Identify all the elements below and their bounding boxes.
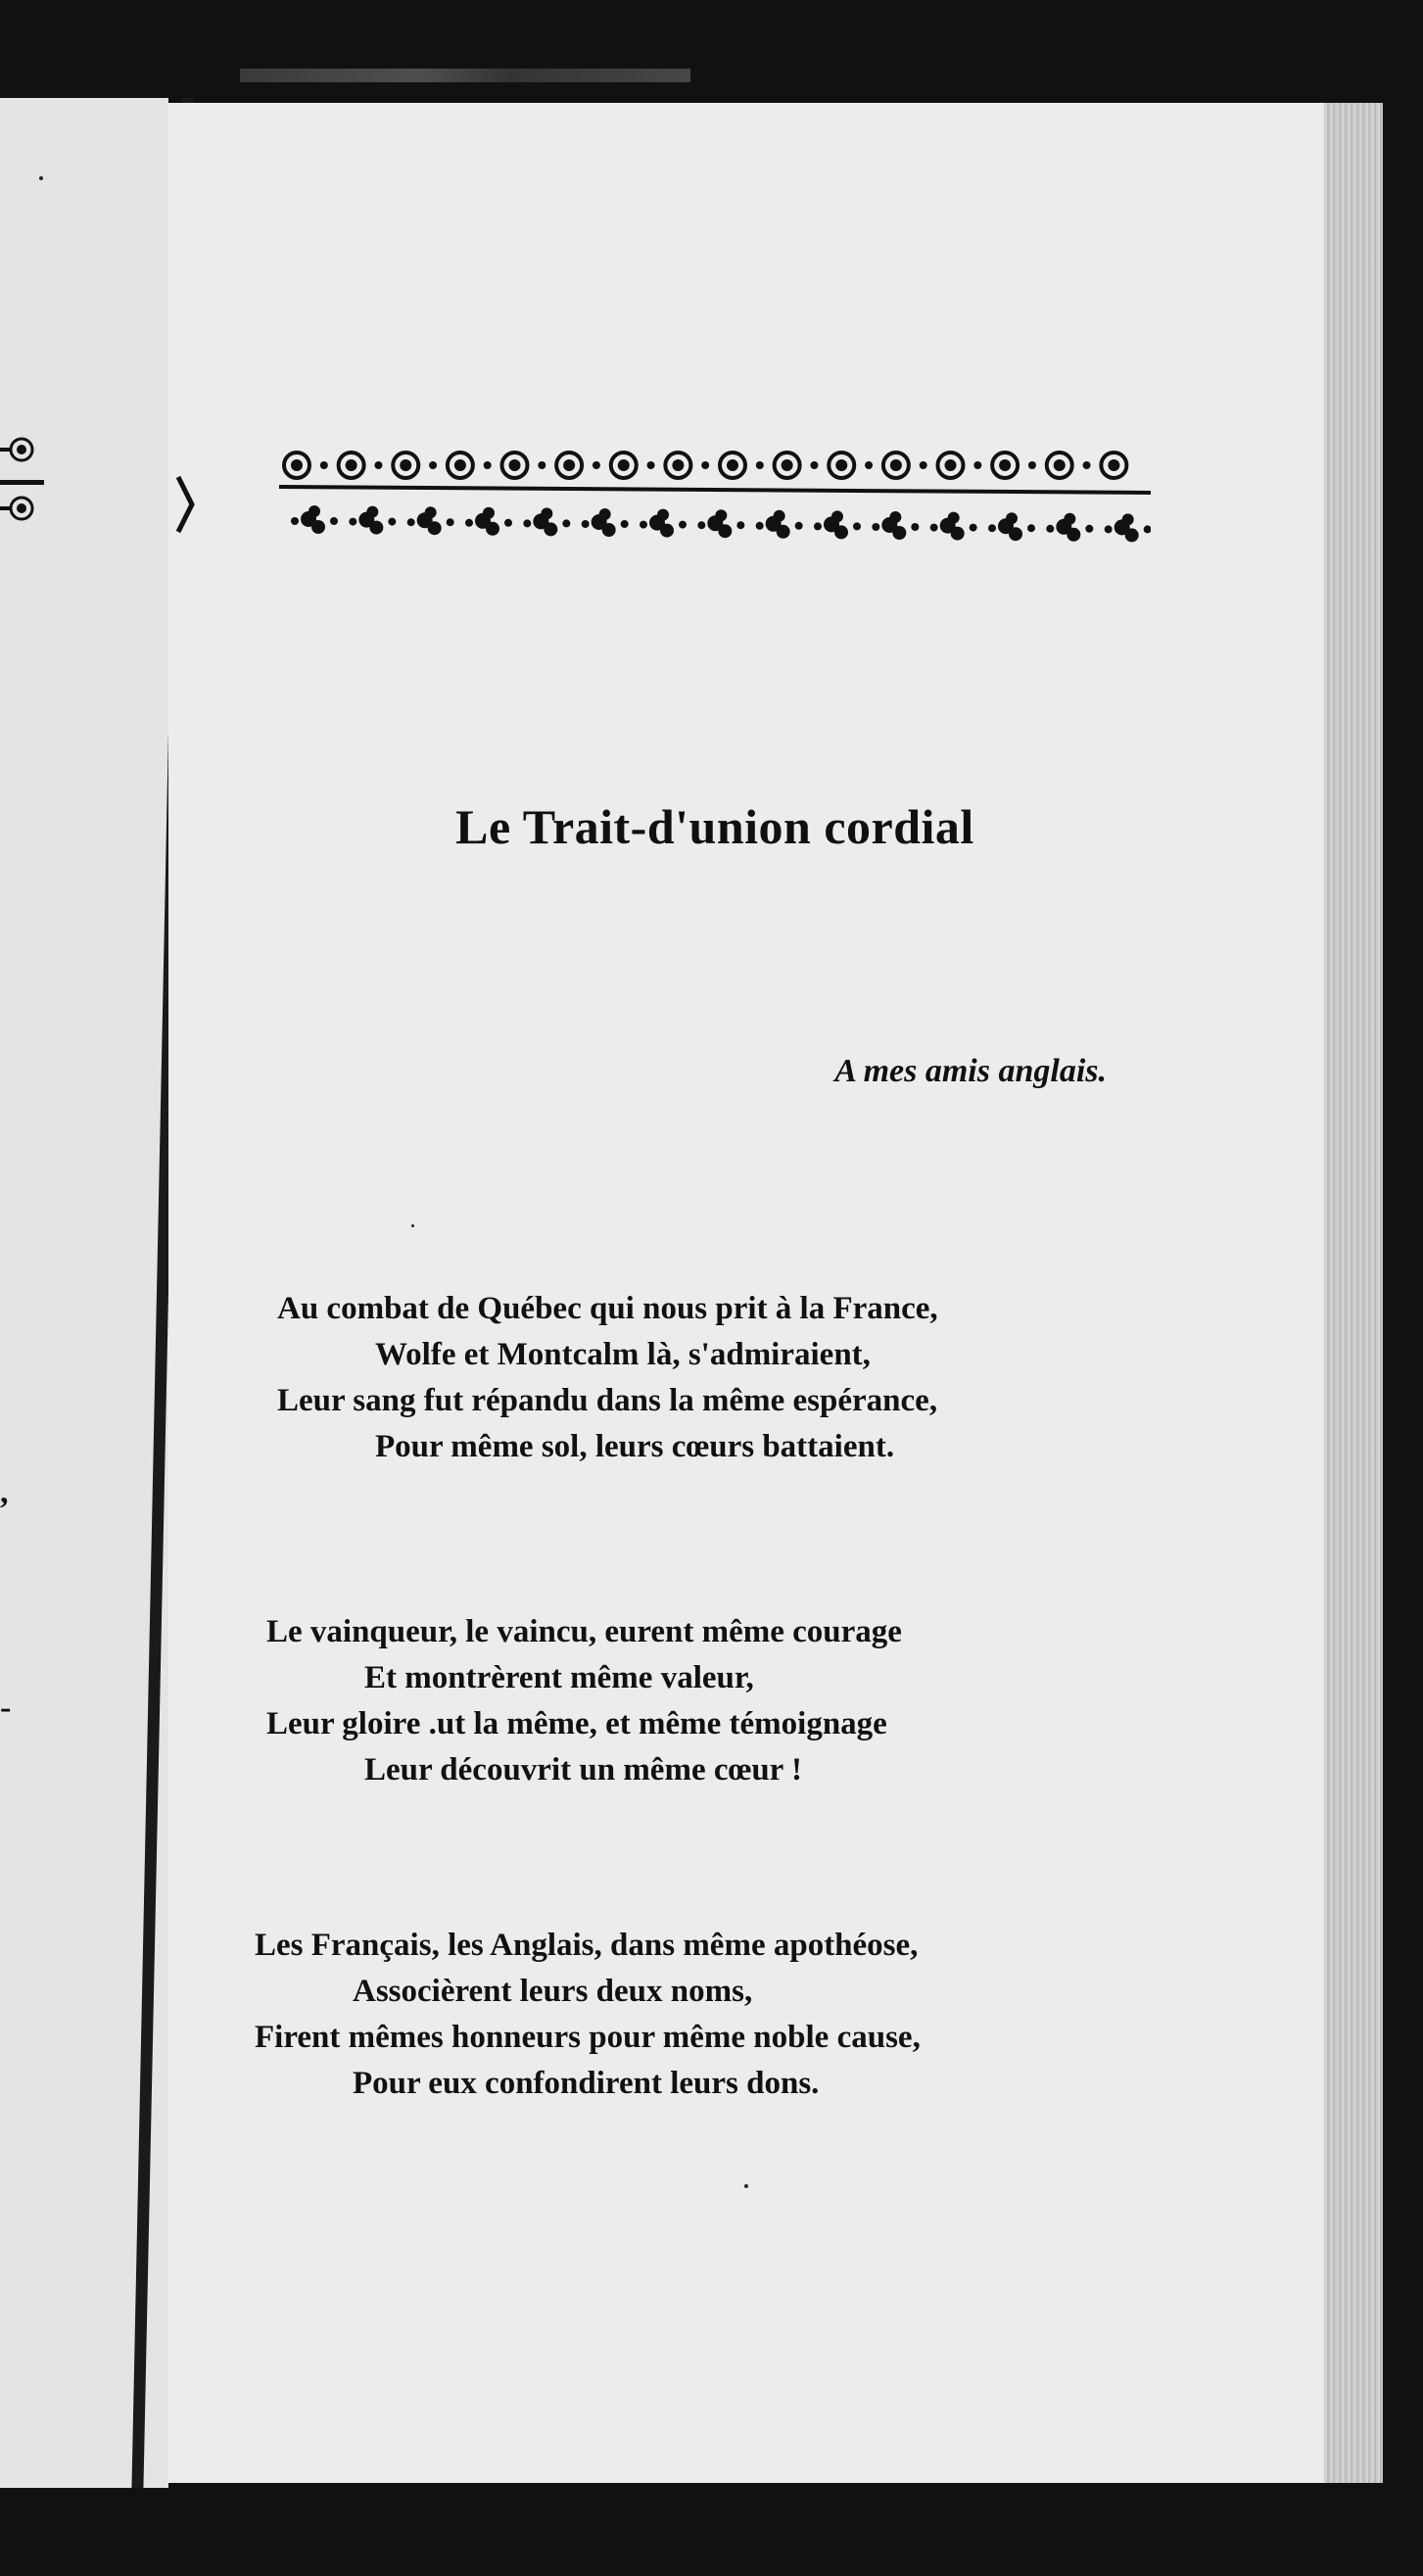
ornament-link-icon [538, 461, 545, 469]
verse-line: Le vainqueur, le vaincu, eurent même courage [266, 1614, 902, 1649]
ornament-knot-icon [640, 509, 687, 538]
ornament-dot-icon [291, 459, 303, 471]
ornament-dot-icon [945, 459, 957, 471]
ornament-knot-icon [1105, 513, 1151, 542]
verse-line: Leur sang fut répandu dans la même espérance, [277, 1383, 938, 1418]
ornament-link-icon [1083, 461, 1091, 469]
left-page-ornament-icon [0, 436, 47, 463]
verse-line: Leur gloire .ut la même, et même témoignage [266, 1706, 887, 1741]
ornament-knot-icon [465, 507, 512, 536]
ornament-knot-icon [291, 505, 338, 534]
poem-dedication: A mes amis anglais. [834, 1053, 1107, 1089]
ornament-link-icon [865, 461, 873, 469]
ornament-dot-icon [454, 459, 466, 471]
left-page-ornament-icon [0, 495, 47, 522]
ornament-dot-icon [400, 459, 411, 471]
stanza-1 [277, 1286, 1119, 1470]
left-page-text-fragment: , [0, 1474, 9, 1510]
ornament-dot-icon [727, 459, 738, 471]
ornament-link-icon [484, 461, 492, 469]
ornament-knot-icon [930, 512, 977, 541]
header-ornament-icon [279, 446, 1151, 558]
ornament-dot-icon [782, 459, 793, 471]
ornament-dot-icon [1054, 459, 1066, 471]
left-page-rule [0, 480, 44, 485]
paper-speck [744, 2184, 748, 2188]
verse-line: Et montrèrent même valeur, [364, 1660, 754, 1695]
ornament-link-icon [647, 461, 655, 469]
ornament-link-icon [320, 461, 328, 469]
ornament-dot-icon [1108, 459, 1119, 471]
ornament-link-icon [810, 461, 818, 469]
paper-speck [39, 176, 43, 180]
ornament-dot-icon [672, 459, 684, 471]
verse-line: Firent mêmes honneurs pour même noble cause, [255, 2020, 921, 2055]
ornament-knot-icon [407, 506, 454, 535]
ornament-dot-icon [509, 459, 521, 471]
ornament-knot-icon [582, 508, 629, 537]
ornament-link-icon [701, 461, 709, 469]
ornament-knot-icon [872, 511, 919, 540]
ornament-dot-icon [999, 459, 1011, 471]
ornament-dot-icon [890, 459, 902, 471]
stanza-3 [255, 1923, 1097, 2107]
ornament-knot-icon [756, 510, 803, 539]
ornament-link-icon [429, 461, 437, 469]
ornament-link-icon [1028, 461, 1036, 469]
verse-line: Pour eux confondirent leurs dons. [353, 2066, 820, 2101]
paper-speck [411, 1224, 414, 1227]
ornament-knot-icon [523, 507, 570, 536]
ornament-dot-icon [346, 459, 357, 471]
ornament-link-icon [593, 461, 600, 469]
ornament-link-icon [756, 461, 764, 469]
ornament-dot-icon [618, 459, 630, 471]
verse-line: Associèrent leurs deux noms, [353, 1974, 753, 2009]
scan-edge-strip [240, 69, 690, 82]
page-fore-edge [1324, 103, 1383, 2483]
ornament-link-icon [973, 461, 981, 469]
ornament-knot-icon [1046, 513, 1093, 542]
poem-title: Le Trait-d'union cordial [455, 799, 974, 854]
ornament-dot-icon [835, 459, 847, 471]
scan-bottom-edge [0, 2488, 1423, 2576]
verse-line: Les Français, les Anglais, dans même apothéose, [255, 1928, 919, 1963]
gutter-mark-icon [176, 475, 196, 534]
stanza-2 [266, 1609, 1109, 1793]
ornament-knot-icon [349, 506, 396, 535]
ornament-link-icon [920, 461, 927, 469]
verse-line: Pour même sol, leurs cœurs battaient. [375, 1429, 895, 1464]
ornament-knot-icon [814, 510, 861, 539]
ornament-knot-icon [697, 509, 744, 538]
ornament-link-icon [374, 461, 382, 469]
verse-line: Au combat de Québec qui nous prit à la France, [277, 1291, 938, 1326]
left-page-text-fragment: - [0, 1690, 12, 1726]
ornament-dot-icon [563, 459, 575, 471]
verse-line: Wolfe et Montcalm là, s'admiraient, [375, 1337, 871, 1372]
ornament-knot-icon [988, 512, 1035, 541]
verse-line: Leur découvrit un même cœur ! [364, 1752, 802, 1788]
